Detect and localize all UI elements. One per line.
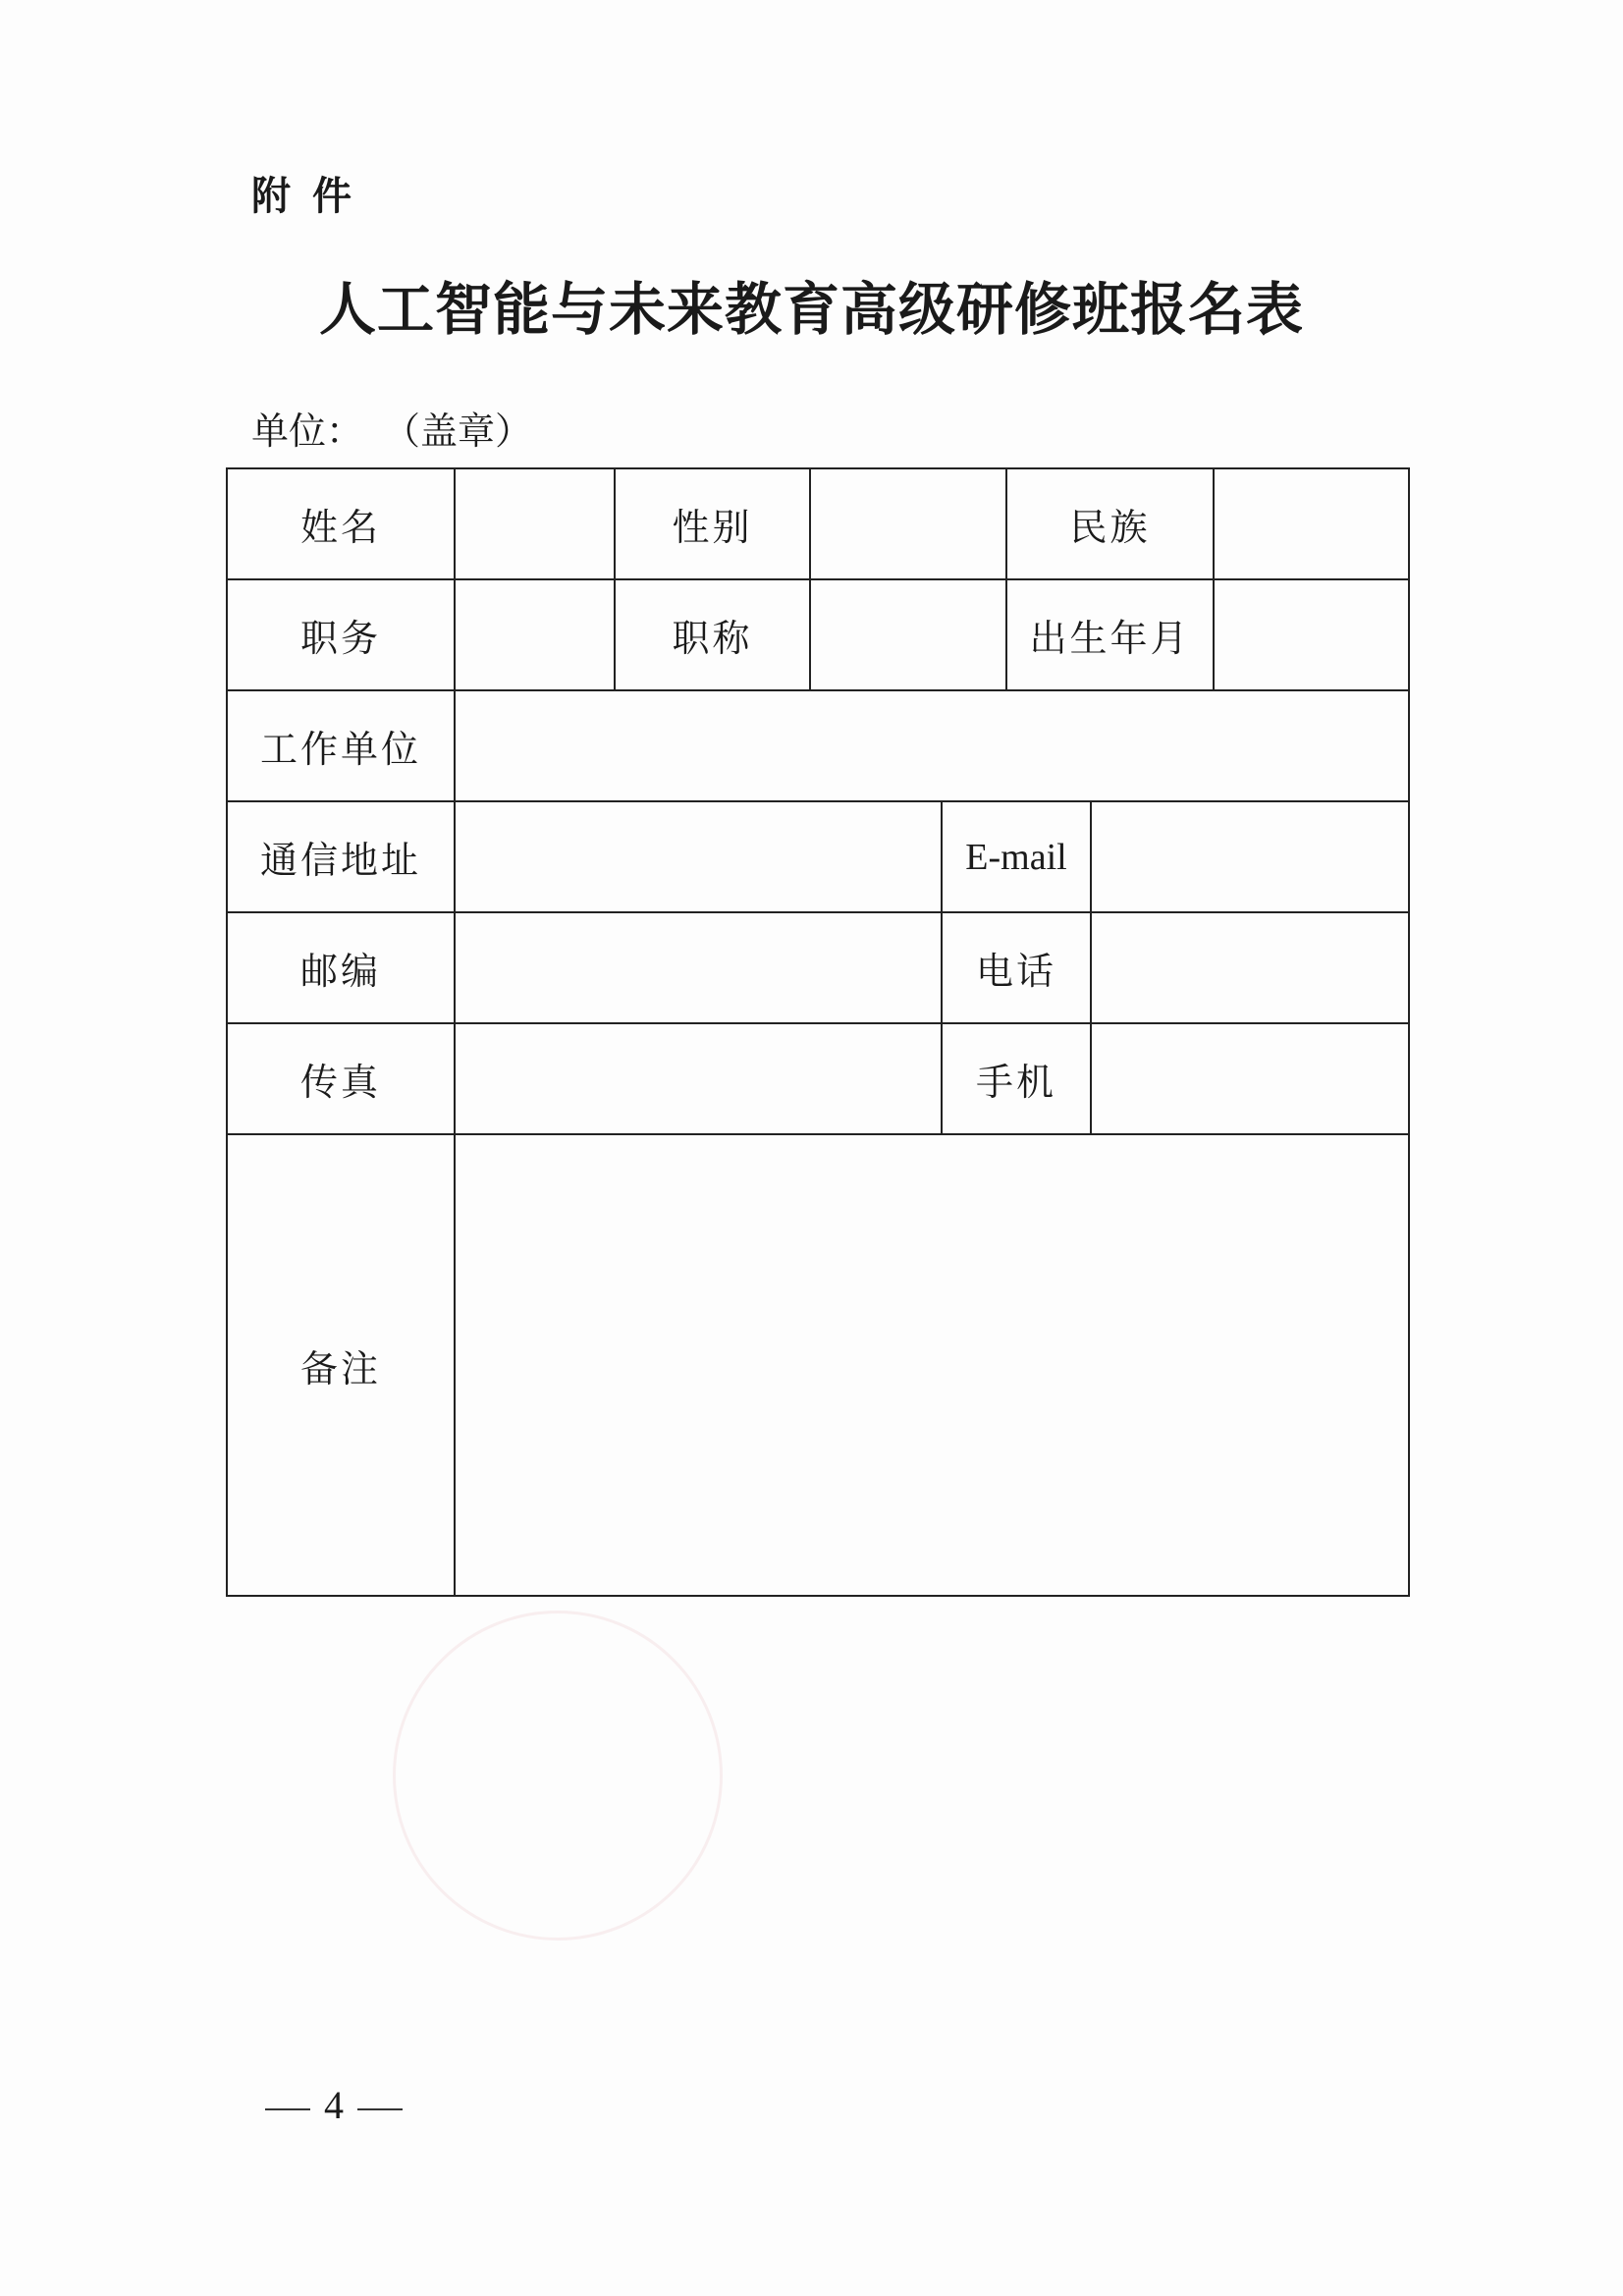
professional-title-label: 职称 <box>672 617 753 660</box>
faint-seal-stamp <box>393 1611 723 1941</box>
position-label: 职务 <box>299 617 381 660</box>
remarks-field[interactable] <box>456 1135 1408 1595</box>
phone-label: 电话 <box>975 950 1056 993</box>
form-title: 人工智能与未来教育高级研修班报名表 <box>318 276 1304 343</box>
unit-line <box>251 401 532 455</box>
page-number-value: 4 <box>324 2083 344 2127</box>
phone-field[interactable] <box>1092 913 1408 1022</box>
gender-field[interactable] <box>811 469 1005 578</box>
postcode-field[interactable] <box>456 913 941 1022</box>
postcode-label: 邮编 <box>299 950 381 993</box>
address-label: 通信地址 <box>259 839 421 882</box>
birth-date-label: 出生年月 <box>1029 617 1191 660</box>
ethnicity-field[interactable] <box>1215 469 1408 578</box>
email-label: E-mail <box>965 836 1067 878</box>
fax-label: 传真 <box>299 1061 381 1104</box>
right-dash <box>357 2108 403 2110</box>
unit-seal-note: （盖章） <box>383 410 533 453</box>
birth-date-field[interactable] <box>1215 580 1408 689</box>
email-field[interactable] <box>1092 802 1408 911</box>
left-dash <box>265 2108 310 2110</box>
name-field[interactable] <box>456 469 614 578</box>
position-field[interactable] <box>456 580 614 689</box>
ethnicity-label: 民族 <box>1069 506 1151 549</box>
remarks-label: 备注 <box>299 1346 381 1391</box>
unit-label: 单位： <box>251 410 364 453</box>
address-field[interactable] <box>456 802 941 911</box>
gender-label: 性别 <box>672 506 753 549</box>
workplace-label: 工作单位 <box>259 728 421 771</box>
mobile-label: 手机 <box>975 1061 1056 1104</box>
workplace-field[interactable] <box>456 691 1408 800</box>
page-number <box>251 2082 416 2128</box>
mobile-field[interactable] <box>1092 1024 1408 1133</box>
name-label: 姓名 <box>299 506 381 549</box>
attachment-label: 附件 <box>251 174 373 219</box>
professional-title-field[interactable] <box>811 580 1005 689</box>
fax-field[interactable] <box>456 1024 941 1133</box>
